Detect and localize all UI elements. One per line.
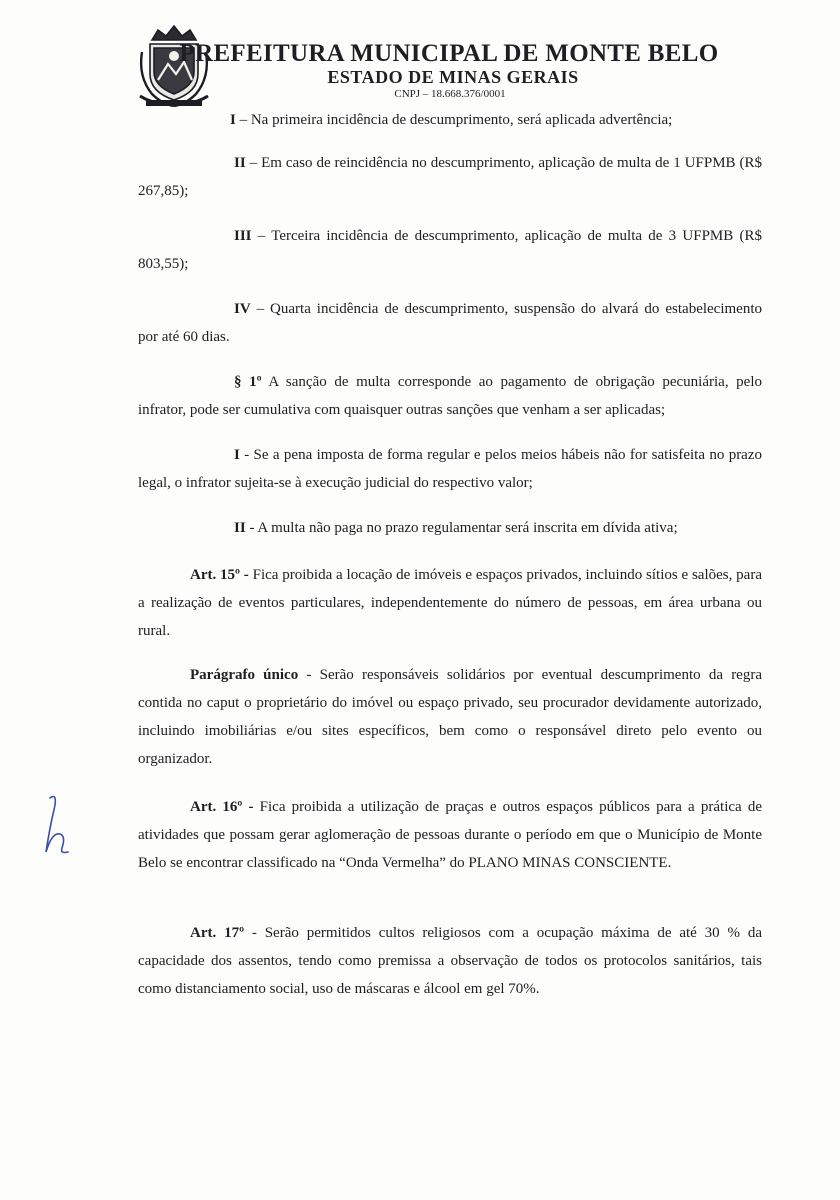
article-16: Art. 16º - Fica proibida a utilização de praças e outros espaços públicos para a prática de atividades que possam gerar aglomeração de pessoas durante o período em que o Município de Monte Belo se encontrar classificado na “Onda Vermelha” do PLANO MINAS CONSCIENTE. bbox=[138, 799, 762, 871]
clause-ii-fine-one: II – Em caso de reincidência no descumprimento, aplicação de multa de 1 UFPMB (R$ 267,85); bbox=[138, 155, 762, 199]
paragraph-1-item-i: I - Se a pena imposta de forma regular e pelos meios hábeis não for satisfeita no prazo legal, o infrator sujeita-se à execução judicial do respectivo valor; bbox=[138, 447, 762, 491]
article-15-sole-paragraph: Parágrafo único - Serão responsáveis solidários por eventual descumprimento da regra contida no caput o proprietário do imóvel ou espaço privado, seu procurador devidamente autorizado, incluindo imobiliárias e/ou sites específicos, bem como o responsável direto pelo evento ou organizador. bbox=[138, 667, 762, 767]
clause-iii-fine-three: III – Terceira incidência de descumprimento, aplicação de multa de 3 UFPMB (R$ 803,55); bbox=[138, 228, 762, 272]
article-17: Art. 17º - Serão permitidos cultos religiosos com a ocupação máxima de até 30 % da capacidade dos assentos, tendo como premissa a observação de todos os protocolos sanitários, tais como distanciamento social, uso de máscaras e álcool em gel 70%. bbox=[138, 925, 762, 997]
article-15: Art. 15º - Fica proibida a locação de imóveis e espaços privados, incluindo sítios e salões, para a realização de eventos particulares, independentemente do número de pessoas, em área urbana ou rural. bbox=[138, 567, 762, 639]
page-title: PREFEITURA MUNICIPAL DE MONTE BELO bbox=[179, 40, 719, 67]
paragraph-1-item-ii: II - A multa não paga no prazo regulamentar será inscrita em dívida ativa; bbox=[234, 520, 678, 536]
handwritten-initial-mark bbox=[36, 792, 76, 862]
clause-i-warning: I – Na primeira incidência de descumprimento, será aplicada advertência; bbox=[230, 112, 673, 128]
clause-iv-suspension: IV – Quarta incidência de descumprimento, suspensão do alvará do estabelecimento por até 60 dias. bbox=[138, 301, 762, 345]
paragraph-1-fine-nature: § 1º A sanção de multa corresponde ao pagamento de obrigação pecuniária, pelo infrator, pode ser cumulativa com quaisquer outras sanções que venham a ser aplicadas; bbox=[138, 374, 762, 418]
page-subtitle: ESTADO DE MINAS GERAIS bbox=[327, 67, 579, 87]
cnpj-number: CNPJ – 18.668.376/0001 bbox=[394, 88, 506, 100]
